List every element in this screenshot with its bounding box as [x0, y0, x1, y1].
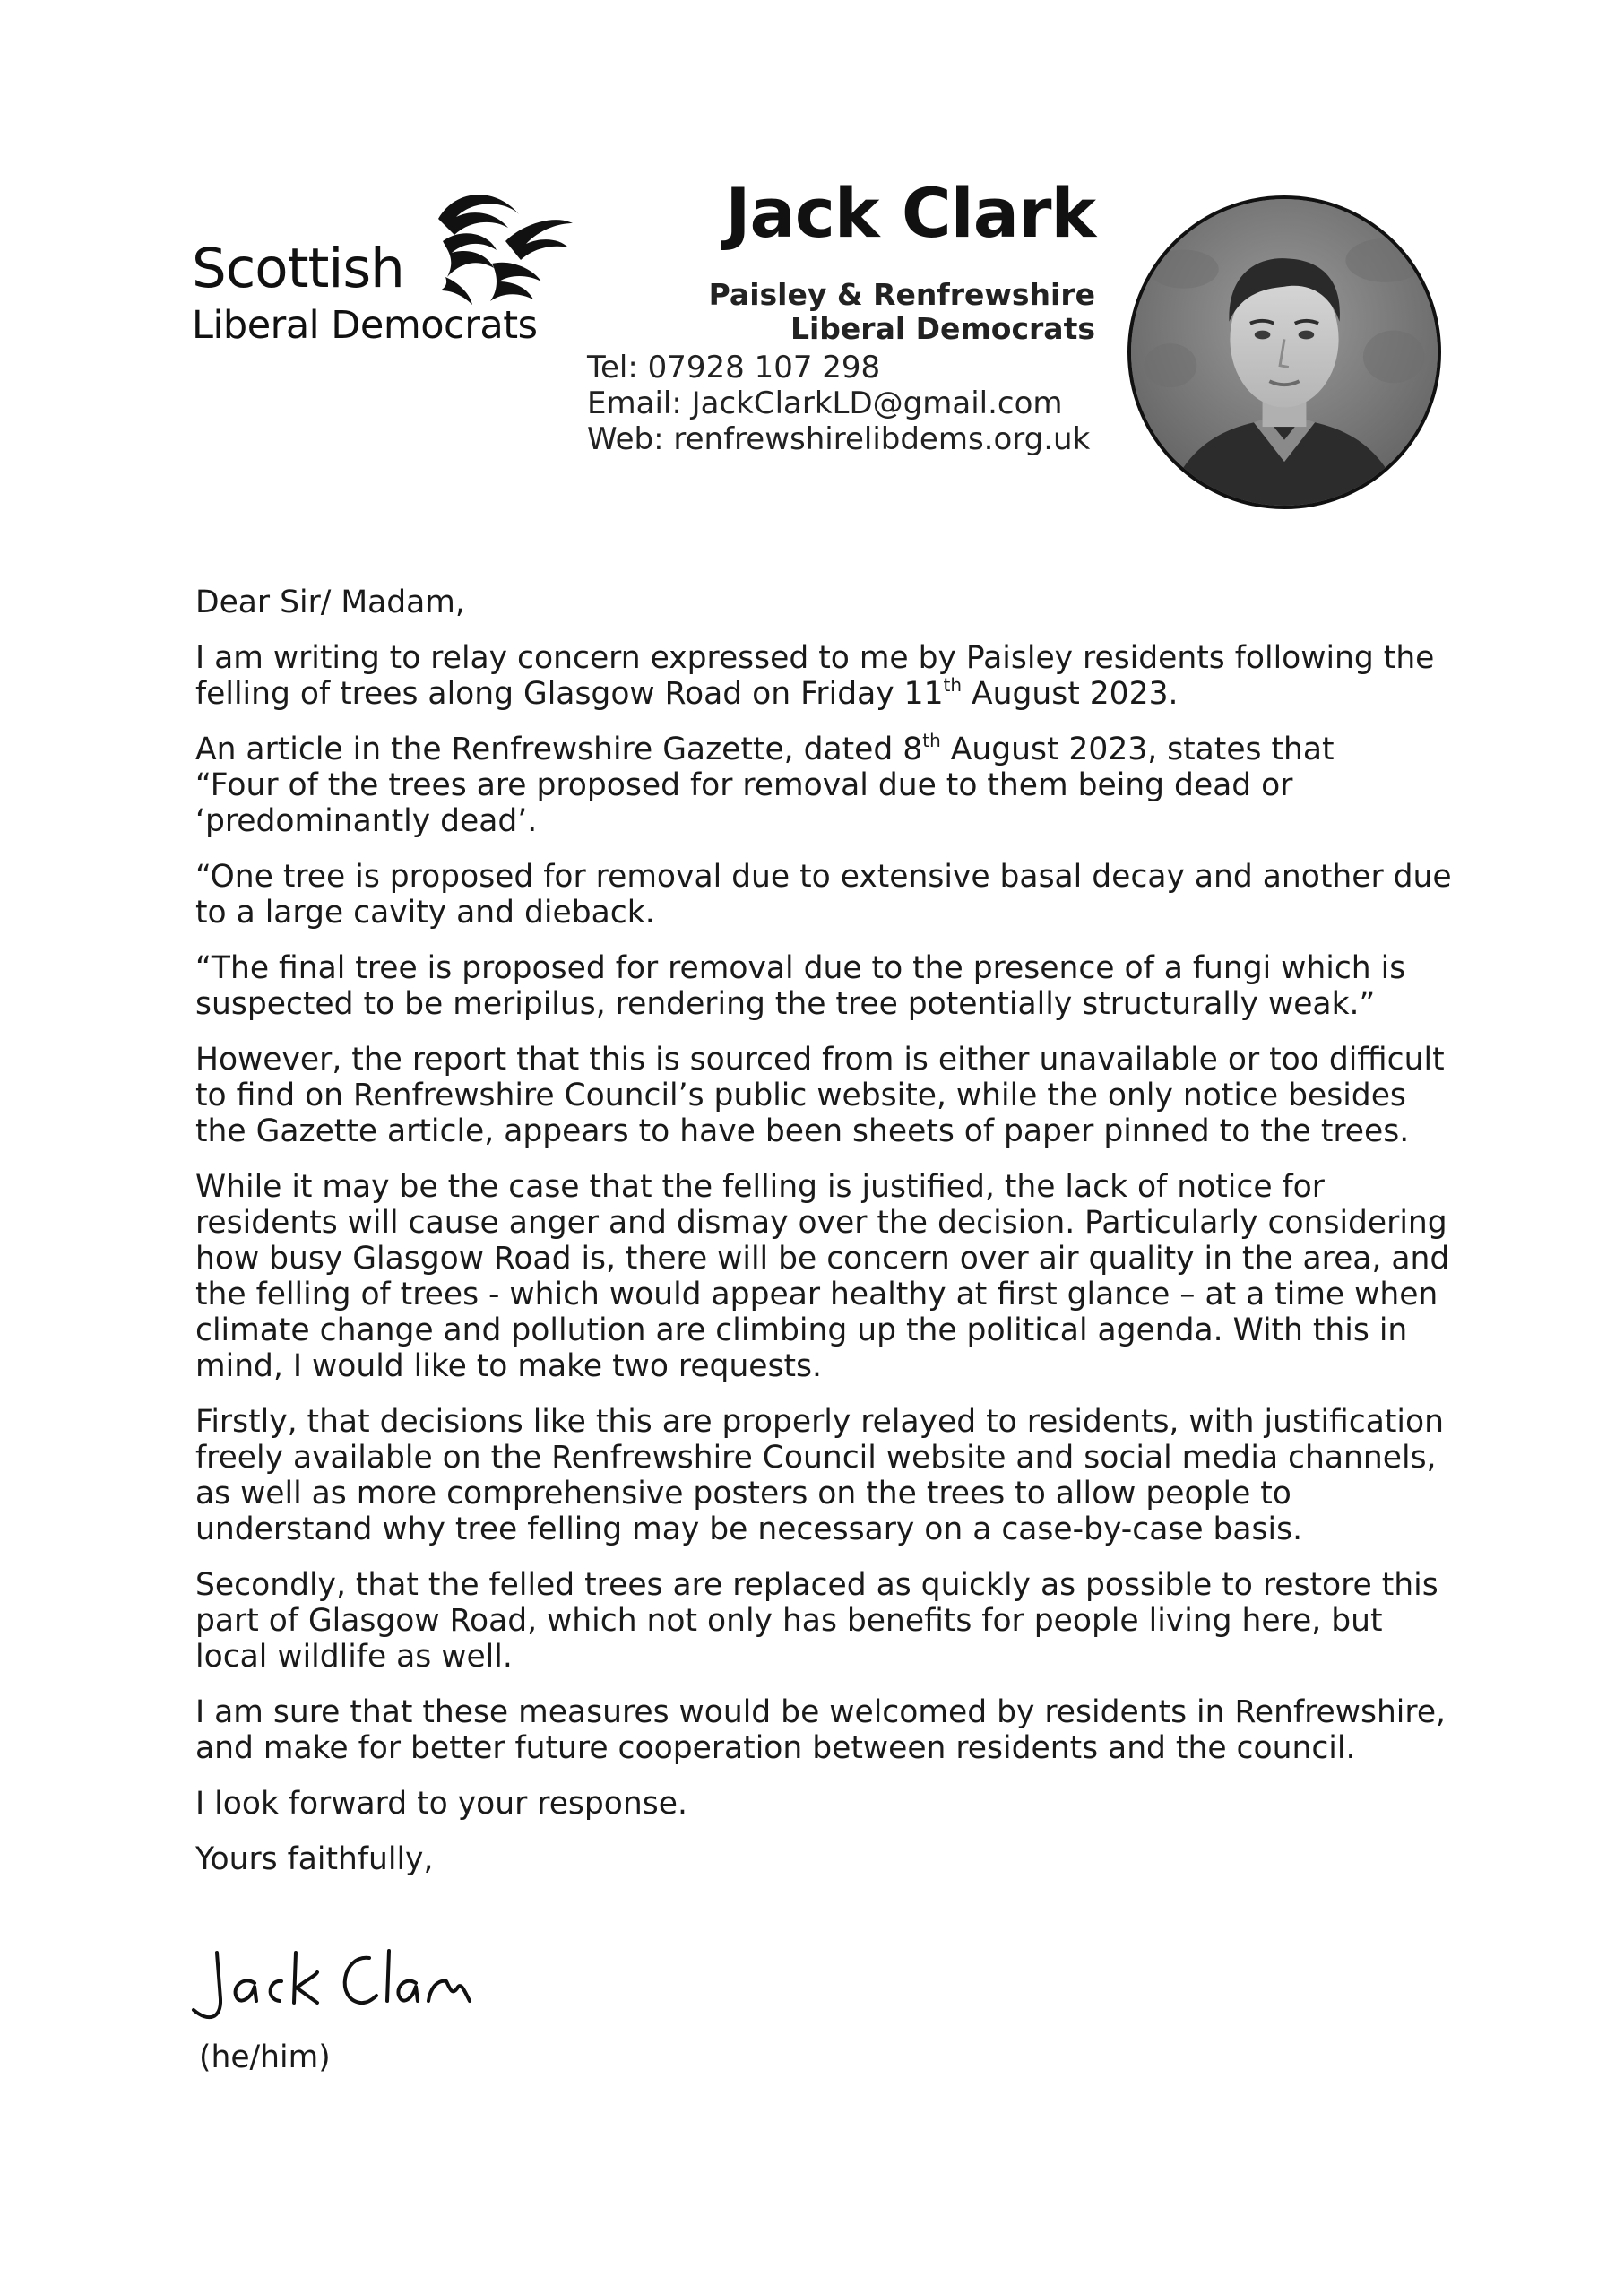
closing: Yours faithfully, — [195, 1841, 434, 1877]
scottish-lib-dems-logo — [192, 192, 577, 353]
sender-portrait-photo — [1127, 195, 1441, 509]
contact-web: Web: renfrewshirelibdems.org.uk — [587, 421, 1091, 457]
paragraph-10: I look forward to your response. — [195, 1786, 687, 1822]
sender-name: Jack Clark — [725, 173, 1095, 253]
salutation: Dear Sir/ Madam, — [195, 585, 465, 620]
logo-text-scottish: Scottish — [192, 237, 404, 300]
paragraph-4: “The final tree is proposed for removal due to the presence of a fungi which is suspected to be meripilus, rendering the tree potentially structurally weak.” — [195, 950, 1406, 1022]
letter-body — [195, 585, 1450, 1897]
party-line-2: Liberal Democrats — [790, 311, 1095, 346]
party-line-1: Paisley & Renfrewshire — [708, 277, 1095, 312]
paragraph-3: “One tree is proposed for removal due to extensive basal decay and another due to a large cavity and dieback. — [195, 859, 1452, 931]
contact-tel: Tel: 07928 107 298 — [587, 350, 881, 385]
contact-email: Email: JackClarkLD@gmail.com — [587, 385, 1063, 421]
paragraph-1: I am writing to relay concern expressed to me by Paisley residents following the felling of trees along Glasgow Road on Friday 11th August 2023. — [195, 640, 1435, 712]
paragraph-7: Firstly, that decisions like this are properly relayed to residents, with justification freely available on the Renfrewshire Council website and social media channels, as well as more comprehensive posters on the trees to allow people to understand why tree felling may be necessary on a case-by-case basis. — [195, 1404, 1444, 1547]
paragraph-8: Secondly, that the felled trees are replaced as quickly as possible to restore this part of Glasgow Road, which not only has benefits for people living here, but local wildlife as well. — [195, 1567, 1438, 1675]
handwritten-signature — [181, 1936, 477, 2035]
bird-logo-icon — [420, 192, 573, 308]
party-name — [709, 278, 1095, 346]
paragraph-6: While it may be the case that the felling is justified, the lack of notice for residents will cause anger and dismay over the decision. Particularly considering how busy Glasgow Road is, there will be concern over air quality in the area, and the felling of trees - which would appear healthy at first glance – at a time when climate change and pollution are climbing up the political agenda. With this in mind, I would like to make two requests. — [195, 1169, 1450, 1384]
pronouns: (he/him) — [199, 2040, 331, 2075]
paragraph-9: I am sure that these measures would be welcomed by residents in Renfrewshire, and make for better future cooperation between residents and the council. — [195, 1694, 1447, 1766]
paragraph-5: However, the report that this is sourced from is either unavailable or too difficult to find on Renfrewshire Council’s public website, while the only notice besides the Gazette article, appears to have been sheets of paper pinned to the trees. — [195, 1042, 1445, 1149]
paragraph-2: An article in the Renfrewshire Gazette, dated 8th August 2023, states that “Four of the trees are proposed for removal due to them being dead or ‘predominantly dead’. — [195, 730, 1335, 839]
logo-text-liberal-democrats: Liberal Democrats — [192, 303, 538, 348]
contact-details — [587, 350, 1090, 457]
